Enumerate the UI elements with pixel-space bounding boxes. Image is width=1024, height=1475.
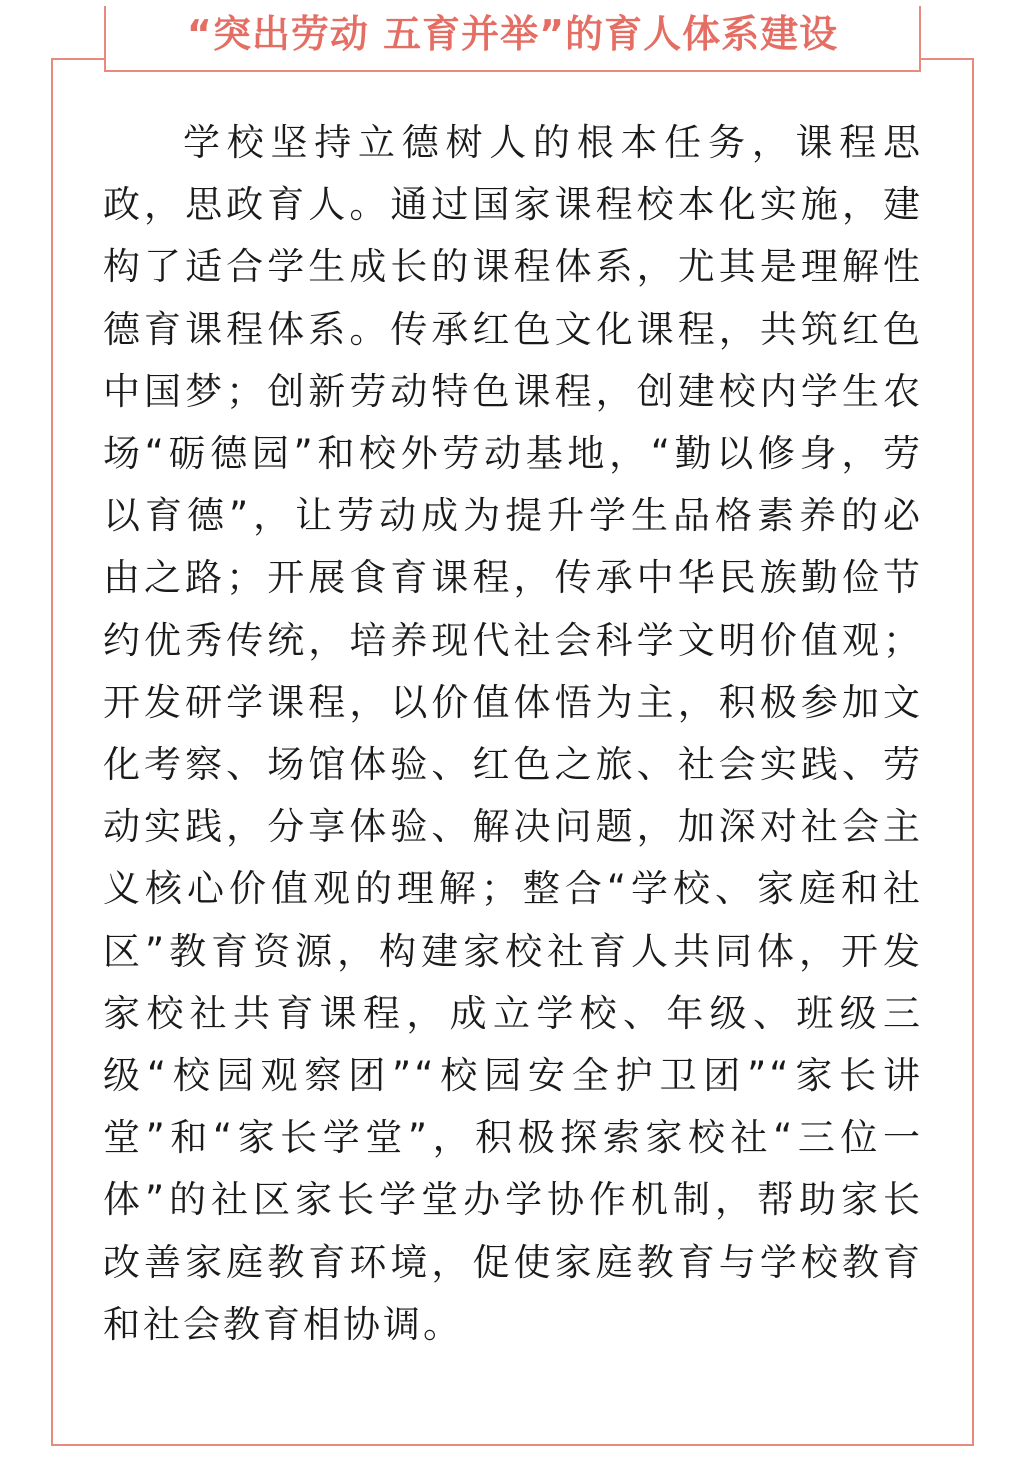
page-title: “突出劳动 五育并举”的育人体系建设	[186, 12, 839, 56]
title-banner	[104, 6, 921, 72]
article-paragraph: 学校坚持立德树人的根本任务，课程思政，思政育人。通过国家课程校本化实施，建构了适合学生成长的课程体系，尤其是理解性德育课程体系。传承红色文化课程，共筑红色中国梦；创新劳动特色课程，创建校内学生农场“砺德园”和校外劳动基地，“勤以修身，劳以育德”，让劳动成为提升学生品格素养的必由之路；开展食育课程，传承中华民族勤俭节约优秀传统，培养现代社会科学文明价值观；开发研学课程，以价值体悟为主，积极参加文化考察、场馆体验、红色之旅、社会实践、劳动实践，分享体验、解决问题，加深对社会主义核心价值观的理解；整合“学校、家庭和社区”教育资源，构建家校社育人共同体，开发家校社共育课程，成立学校、年级、班级三级“校园观察团”“校园安全护卫团”“家长讲堂”和“家长学堂”，积极探索家校社“三位一体”的社区家长学堂办学协作机制，帮助家长改善家庭教育环境，促使家庭教育与学校教育和社会教育相协调。	[103, 121, 923, 1346]
